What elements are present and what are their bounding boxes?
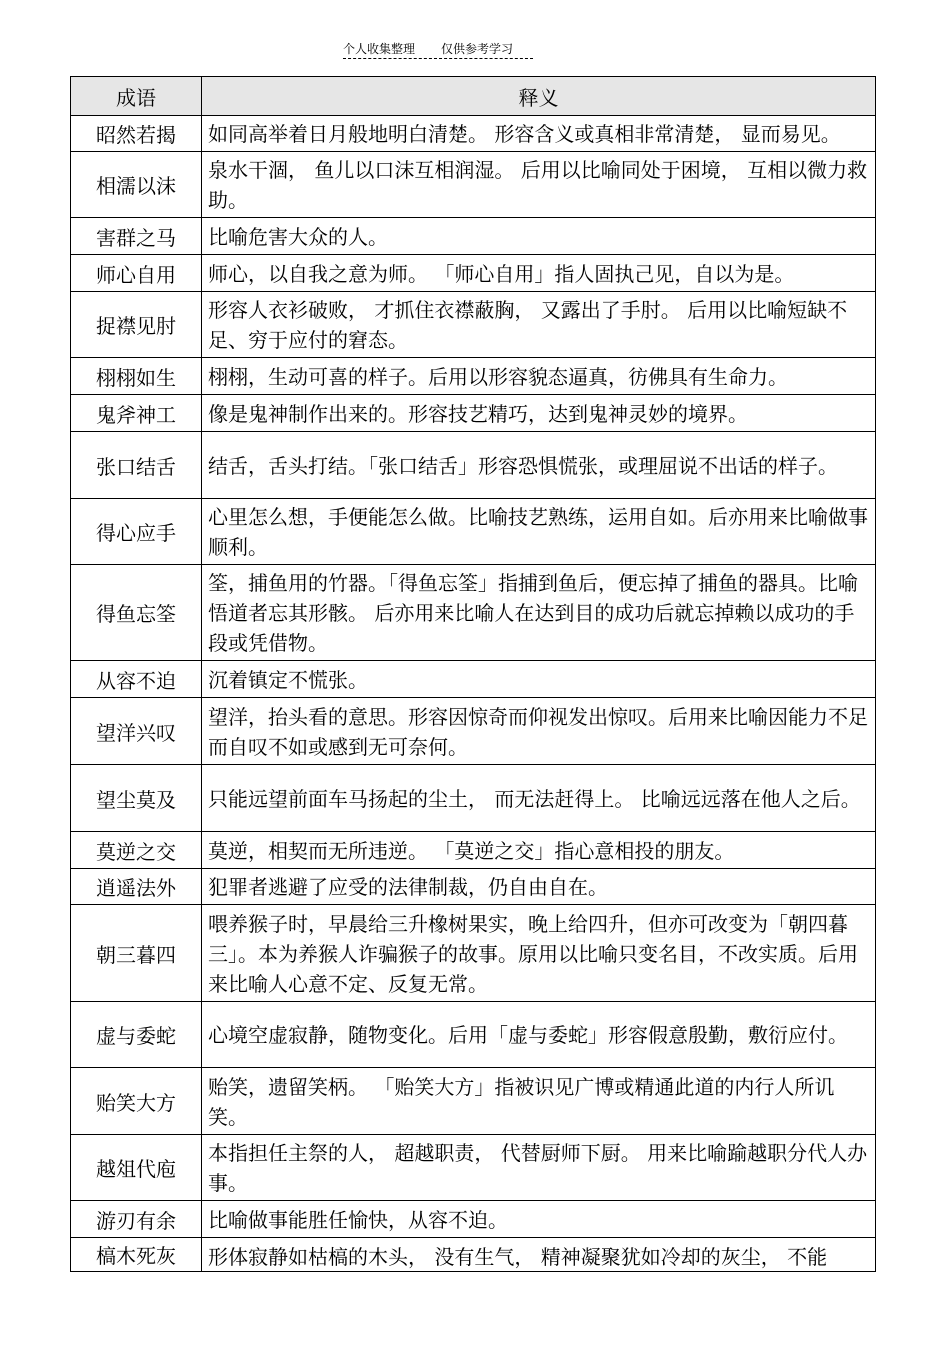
idiom-cell: 莫逆之交	[71, 832, 202, 869]
column-header-definition: 释义	[202, 77, 876, 116]
idiom-cell: 贻笑大方	[71, 1068, 202, 1135]
table-row	[71, 1002, 876, 1068]
definition-cell: 心境空虚寂静，随物变化。后用「虚与委蛇」形容假意殷勤，敷衍应付。	[202, 1002, 876, 1068]
table-row	[71, 1135, 876, 1201]
table-row	[71, 1238, 876, 1272]
idiom-cell: 鬼斧神工	[71, 395, 202, 432]
idiom-cell: 相濡以沫	[71, 152, 202, 218]
table-row	[71, 1068, 876, 1135]
idiom-cell: 得鱼忘筌	[71, 565, 202, 661]
definition-cell: 喂养猴子时，早晨给三升橡树果实，晚上给四升，但亦可改变为「朝四暮三」。本为养猴人诈骗猴子的故事。原用以比喻只变名目，不改实质。后用来比喻人心意不定、反复无常。	[202, 905, 876, 1002]
idiom-cell: 栩栩如生	[71, 358, 202, 395]
definition-cell: 莫逆，相契而无所违逆。 「莫逆之交」指心意相投的朋友。	[202, 832, 876, 869]
idiom-cell: 游刃有余	[71, 1201, 202, 1238]
table-row	[71, 499, 876, 565]
table-row	[71, 698, 876, 765]
definition-cell: 望洋，抬头看的意思。形容因惊奇而仰视发出惊叹。后用来比喻因能力不足而自叹不如或感到无可奈何。	[202, 698, 876, 765]
definition-cell: 像是鬼神制作出来的。形容技艺精巧，达到鬼神灵妙的境界。	[202, 395, 876, 432]
table-row	[71, 358, 876, 395]
table-row	[71, 765, 876, 832]
table-row	[71, 395, 876, 432]
idiom-cell: 虚与委蛇	[71, 1002, 202, 1068]
header-left-text: 个人收集整理	[343, 42, 416, 56]
idiom-cell: 师心自用	[71, 255, 202, 292]
table-row	[71, 661, 876, 698]
table-row	[71, 152, 876, 218]
idiom-cell: 从容不迫	[71, 661, 202, 698]
definition-cell: 结舌，舌头打结。「张口结舌」形容恐惧慌张，或理屈说不出话的样子。	[202, 432, 876, 499]
table-row	[71, 292, 876, 358]
table-row	[71, 565, 876, 661]
definition-cell: 比喻做事能胜任愉快，从容不迫。	[202, 1201, 876, 1238]
definition-cell: 栩栩，生动可喜的样子。后用以形容貌态逼真，彷佛具有生命力。	[202, 358, 876, 395]
idiom-cell: 捉襟见肘	[71, 292, 202, 358]
definition-cell: 贻笑，遗留笑柄。 「贻笑大方」指被识见广博或精通此道的内行人所讥笑。	[202, 1068, 876, 1135]
definition-cell: 只能远望前面车马扬起的尘土， 而无法赶得上。 比喻远远落在他人之后。	[202, 765, 876, 832]
table-row	[71, 1201, 876, 1238]
header-right-text: 仅供参考学习	[441, 42, 514, 56]
definition-cell: 形容人衣衫破败， 才抓住衣襟蔽胸， 又露出了手肘。 后用以比喻短缺不足、穷于应付的窘态。	[202, 292, 876, 358]
idiom-cell: 逍遥法外	[71, 869, 202, 905]
idiom-cell: 得心应手	[71, 499, 202, 565]
definition-cell: 形体寂静如枯槁的木头， 没有生气， 精神凝聚犹如冷却的灰尘， 不能	[202, 1238, 876, 1272]
table-row	[71, 116, 876, 152]
table-row	[71, 218, 876, 255]
column-header-idiom: 成语	[71, 77, 202, 116]
table-row	[71, 905, 876, 1002]
table-header-row	[71, 77, 876, 116]
idiom-cell: 望尘莫及	[71, 765, 202, 832]
table-row	[71, 832, 876, 869]
definition-cell: 沉着镇定不慌张。	[202, 661, 876, 698]
definition-cell: 如同高举着日月般地明白清楚。 形容含义或真相非常清楚， 显而易见。	[202, 116, 876, 152]
definition-cell: 犯罪者逃避了应受的法律制裁，仍自由自在。	[202, 869, 876, 905]
idiom-cell: 昭然若揭	[71, 116, 202, 152]
idiom-cell: 朝三暮四	[71, 905, 202, 1002]
page-header	[343, 40, 533, 59]
table-row	[71, 869, 876, 905]
table-row	[71, 432, 876, 499]
idiom-cell: 望洋兴叹	[71, 698, 202, 765]
definition-cell: 本指担任主祭的人， 超越职责， 代替厨师下厨。 用来比喻踰越职分代人办事。	[202, 1135, 876, 1201]
definition-cell: 比喻危害大众的人。	[202, 218, 876, 255]
definition-cell: 筌，捕鱼用的竹器。「得鱼忘筌」指捕到鱼后，便忘掉了捕鱼的器具。比喻悟道者忘其形骸。 后亦用来比喻人在达到目的成功后就忘掉赖以成功的手段或凭借物。	[202, 565, 876, 661]
table-row	[71, 255, 876, 292]
definition-cell: 心里怎么想，手便能怎么做。比喻技艺熟练，运用自如。后亦用来比喻做事顺利。	[202, 499, 876, 565]
definition-cell: 师心，以自我之意为师。 「师心自用」指人固执己见，自以为是。	[202, 255, 876, 292]
idiom-table	[70, 76, 876, 1272]
idiom-cell: 张口结舌	[71, 432, 202, 499]
idiom-cell: 害群之马	[71, 218, 202, 255]
idiom-cell: 越俎代庖	[71, 1135, 202, 1201]
definition-cell: 泉水干涸， 鱼儿以口沫互相润湿。 后用以比喻同处于困境， 互相以微力救助。	[202, 152, 876, 218]
idiom-cell: 槁木死灰	[71, 1238, 202, 1272]
